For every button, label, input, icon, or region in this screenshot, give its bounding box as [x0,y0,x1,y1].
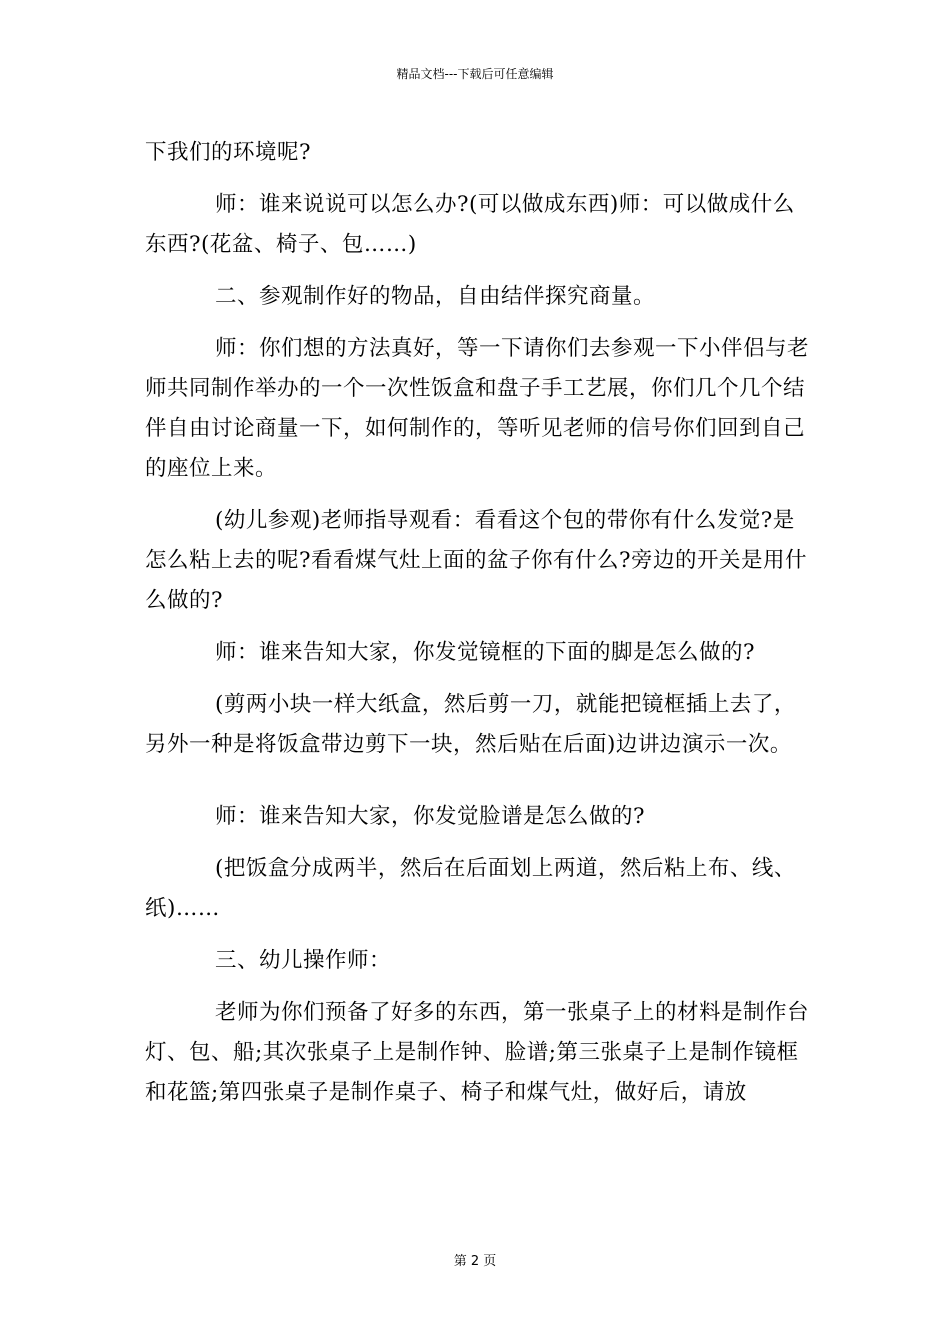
paragraph-mirror-frame-question: 师：谁来告知大家，你发觉镜框的下面的脚是怎么做的? [215,640,756,665]
section-heading-3: 三、幼儿操作师： [215,948,392,973]
document-header: 精品文档---下载后可任意编辑 [396,67,554,81]
paragraph-teacher-question: 师：谁来说说可以怎么办?(可以做成东西)师：可以做成什么东西?(花盆、椅子、包……) [145,192,795,257]
paragraph-materials: 老师为你们预备了好多的东西，第一张桌子上的材料是制作台灯、包、船;其次张桌子上是制作钟、脸谱;第三张桌子上是制作镜框和花篮;第四张桌子是制作桌子、椅子和煤气灶，做好后，请放 [145,1000,810,1105]
section-heading-2: 二、参观制作好的物品，自由结伴探究商量。 [215,284,656,309]
paragraph-continuation: 下我们的环境呢? [145,140,312,165]
document-body [145,133,810,1113]
page-number: 第 2 页 [453,1254,497,1269]
paragraph-visit-intro: 师：你们想的方法真好，等一下请你们去参观一下小伴侣与老师共同制作举办的一个一次性饭盒和盘子手工艺展，你们几个几个结伴自由讨论商量一下，如何制作的，等听见老师的信号你们回到自己的座位上来。 [145,336,810,481]
paragraph-mirror-frame-answer: (剪两小块一样大纸盒，然后剪一刀，就能把镜框插上去了，另外一种是将饭盒带边剪下一块，然后贴在后面)边讲边演示一次。 [145,692,796,757]
paragraph-children-visit: (幼儿参观)老师指导观看：看看这个包的带你有什么发觉?是怎么粘上去的呢?看看煤气灶上面的盆子你有什么?旁边的开关是用什么做的? [145,508,808,613]
paragraph-mask-answer: (把饭盒分成两半，然后在后面划上两道，然后粘上布、线、纸)…… [145,856,796,921]
paragraph-mask-question: 师：谁来告知大家，你发觉脸谱是怎么做的? [215,804,646,829]
